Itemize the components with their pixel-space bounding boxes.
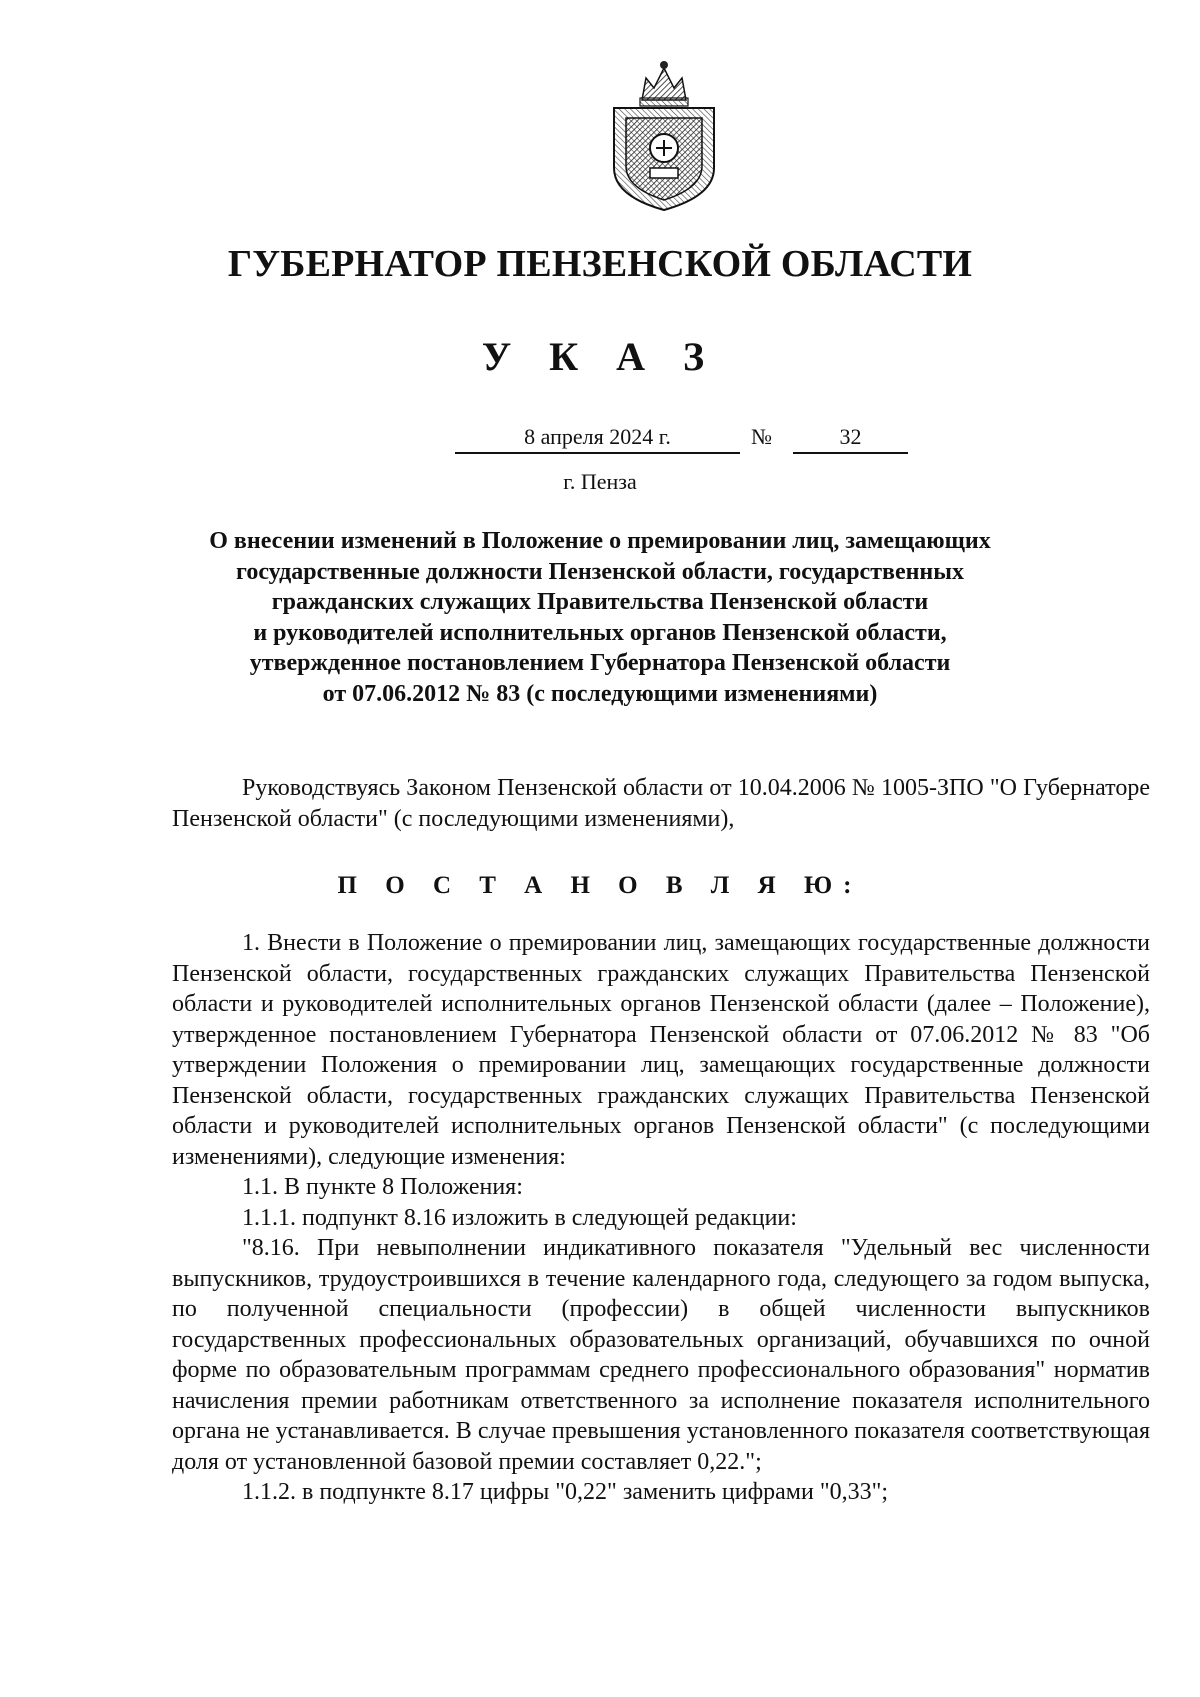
paragraph: 1.1.1. подпункт 8.16 изложить в следующей редакции:: [242, 1204, 797, 1231]
document-date: 8 апреля 2024 г.: [455, 422, 740, 454]
document-meta: [455, 422, 895, 456]
subject-line: от 07.06.2012 № 83 (с последующими изменениями): [322, 680, 878, 707]
subject-line: гражданских служащих Правительства Пензенской области: [271, 589, 929, 616]
intro-paragraph: Руководствуясь Законом Пензенской области от 10.04.2006 № 1005-ЗПО "О Губернаторе Пензенской области" (с последующими изменениями),: [172, 775, 1150, 832]
paragraph: 1. Внести в Положение о премировании лиц, замещающих государственные должности Пензенской области, государственных гражданских служащих Правительства Пензенской области и руководителей исполнительных органов Пензенской области (далее – Положение), утвержденное постановлением Губернатора Пензенской области от 07.06.2012 № 83 "Об утверждении Положения о премировании лиц, замещающих государственные должности Пензенской области, государственных гражданских служащих Правительства Пензенской области и руководителей исполнительных органов Пензенской области" (с последующими изменениями), следующие изменения:: [172, 930, 1150, 1170]
coat-of-arms-icon: [594, 56, 734, 216]
paragraph: 1.1.2. в подпункте 8.17 цифры "0,22" заменить цифрами "0,33";: [242, 1479, 889, 1505]
paragraph: "8.16. При невыполнении индикативного показателя "Удельный вес численности выпускников, трудоустроившихся в течение календарного года, следующего за годом выпуска, по полученной специальности (профессии) в общей численности выпускников государственных профессиональных образовательных организаций, обучавшихся по очной форме по образовательным программам среднего профессионального образования" норматив начисления премии работникам ответственного за исполнение показателя исполнительного органа не устанавливается. В случае превышения установленного показателя соответствующая доля от установленной базовой премии составляет 0,22.";: [172, 1235, 1150, 1475]
issuer-title: ГУБЕРНАТОР ПЕНЗЕНСКОЙ ОБЛАСТИ: [227, 243, 973, 285]
subject-line: государственные должности Пензенской области, государственных: [236, 558, 964, 585]
subject-line: О внесении изменений в Положение о премировании лиц, замещающих: [209, 528, 991, 554]
subject-line: утвержденное постановлением Губернатора Пензенской области: [249, 650, 951, 677]
document-place: г. Пенза: [563, 469, 637, 494]
decree-heading: П О С Т А Н О В Л Я Ю:: [337, 872, 863, 899]
document-subject: [150, 526, 1050, 710]
document-type: У К А З: [481, 334, 719, 379]
paragraph: 1.1. В пункте 8 Положения:: [242, 1174, 523, 1200]
subject-line: и руководителей исполнительных органов Пензенской области,: [253, 619, 947, 646]
number-label: №: [751, 424, 772, 449]
document-number: 32: [793, 422, 908, 454]
body-paragraphs: [172, 928, 1150, 1508]
